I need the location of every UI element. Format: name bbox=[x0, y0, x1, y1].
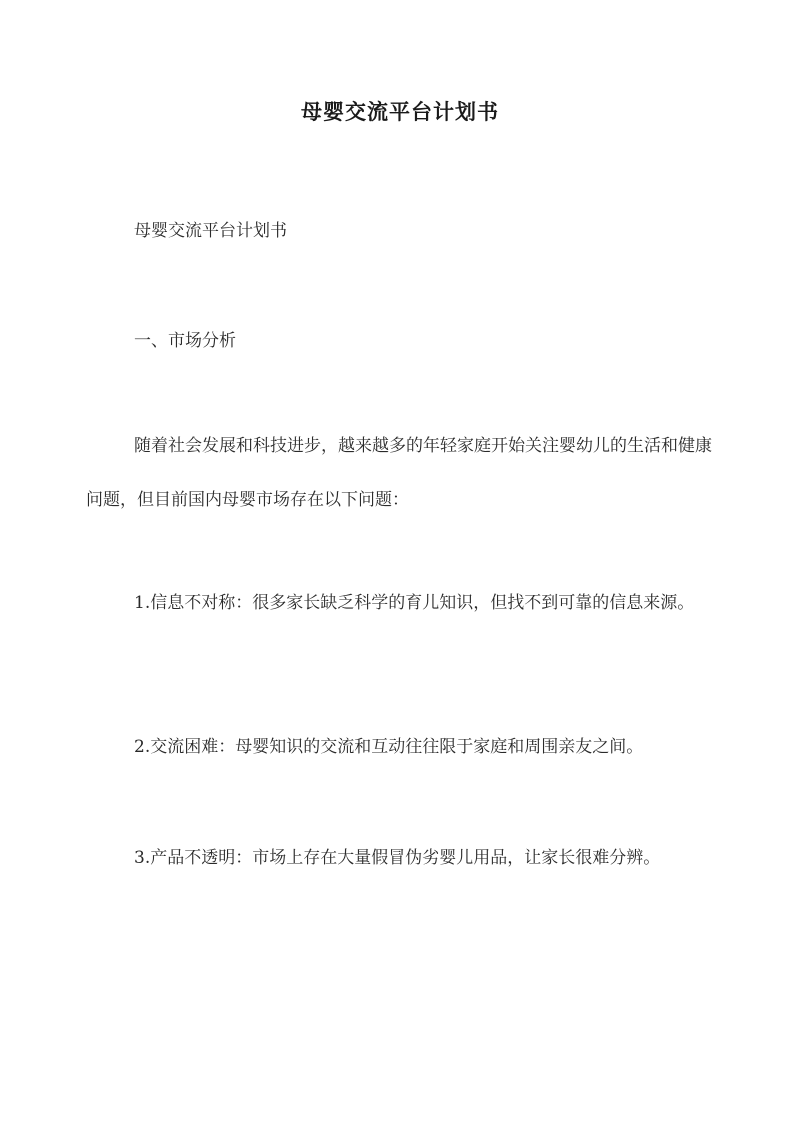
list-item-product-opacity: 3.产品不透明：市场上存在大量假冒伪劣婴儿用品，让家长很难分辨。 bbox=[134, 848, 661, 868]
list-item-information-asymmetry: 1.信息不对称：很多家长缺乏科学的育儿知识，但找不到可靠的信息来源。 bbox=[134, 593, 695, 613]
paragraph-subtitle: 母婴交流平台计划书 bbox=[134, 221, 287, 241]
document-title: 母婴交流平台计划书 bbox=[301, 99, 499, 124]
section-heading-market-analysis: 一、市场分析 bbox=[134, 331, 236, 351]
list-item-communication-difficulty: 2.交流困难：母婴知识的交流和互动往往限于家庭和周围亲友之间。 bbox=[134, 737, 644, 757]
paragraph-intro: 随着社会发展和科技进步，越来越多的年轻家庭开始关注婴幼儿的生活和健康问题，但目前国内母婴市场存在以下问题： bbox=[86, 436, 712, 510]
